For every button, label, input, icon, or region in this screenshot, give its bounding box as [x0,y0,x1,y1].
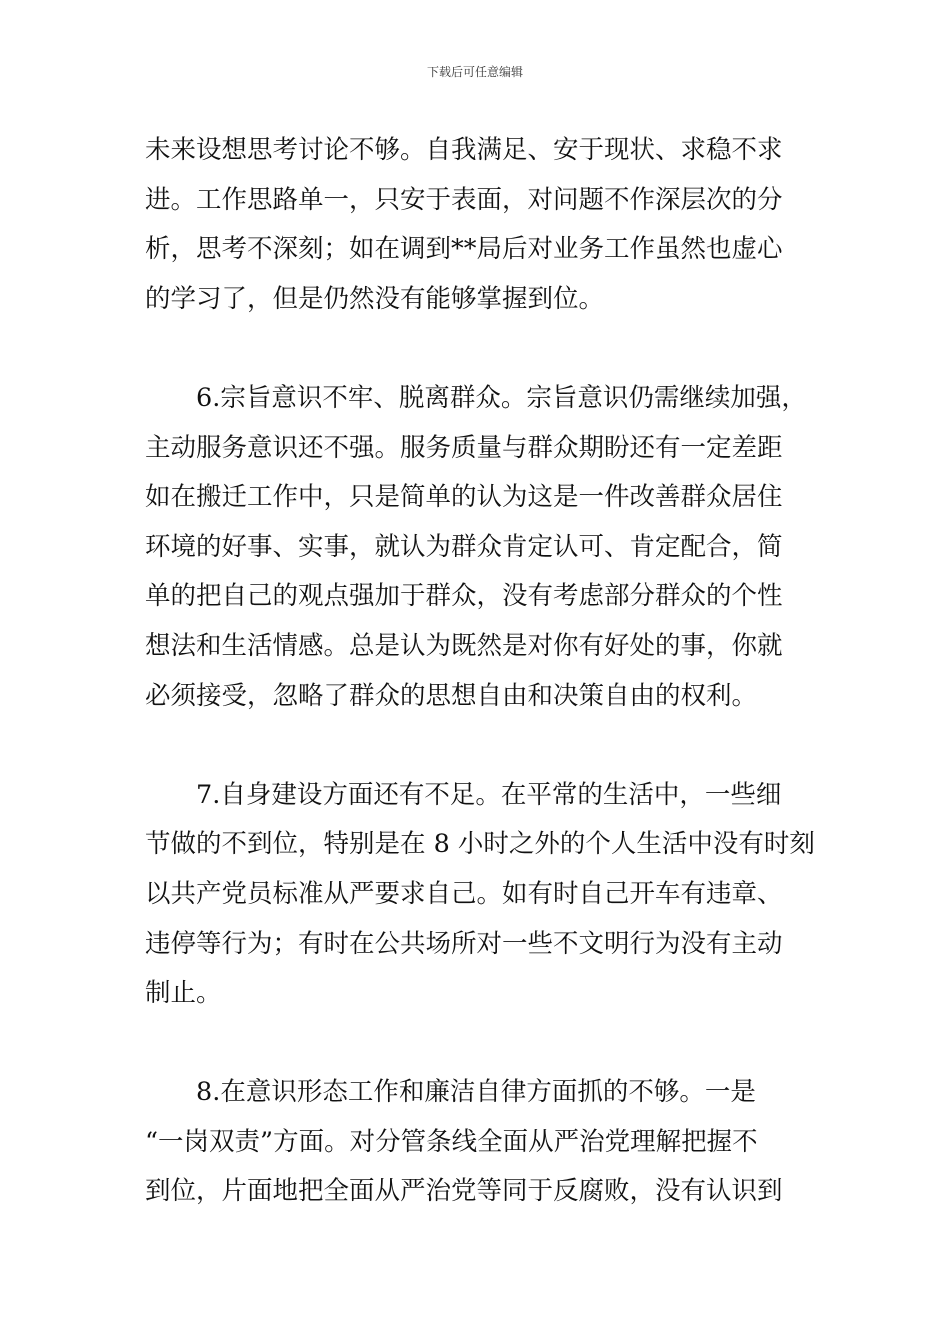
text-line: 析，思考不深刻；如在调到**局后对业务工作虽然也虚心 [145,234,783,265]
paragraph-gap [145,324,815,374]
text-line: 的学习了，但是仍然没有能够掌握到位。 [145,283,605,314]
text-line: 单的把自己的观点强加于群众，没有考虑部分群众的个性 [145,581,783,612]
paragraph-gap [145,1019,815,1069]
text-line: 如在搬迁工作中，只是简单的认为这是一件改善群众居住 [145,482,783,513]
document-body [145,126,815,1217]
text-line: 节做的不到位，特别是在 8 小时之外的个人生活中没有时刻 [145,829,815,860]
text-line: 制止。 [145,978,222,1009]
paragraph-item-6 [145,374,815,721]
text-line: 违停等行为；有时在公共场所对一些不文明行为没有主动 [145,928,783,959]
text-line: 主动服务意识还不强。服务质量与群众期盼还有一定差距 [145,432,783,463]
text-line: 必须接受，忽略了群众的思想自由和决策自由的权利。 [145,680,758,711]
text-line: 6.宗旨意识不牢、脱离群众。宗旨意识仍需继续加强， [196,382,807,413]
text-line: 环境的好事、实事，就认为群众肯定认可、肯定配合，简 [145,531,783,562]
text-line: “一岗双责”方面。对分管条线全面从严治党理解把握不 [145,1126,758,1157]
text-line: 未来设想思考讨论不够。自我满足、安于现状、求稳不求 [145,135,783,165]
text-line: 想法和生活情感。总是认为既然是对你有好处的事，你就 [145,630,783,661]
text-line: 以共产党员标准从严要求自己。如有时自己开车有违章、 [145,878,783,909]
text-line: 8.在意识形态工作和廉洁自律方面抓的不够。一是 [196,1077,756,1108]
paragraph-gap [145,721,815,771]
paragraph-continuation [145,126,815,324]
text-line: 7.自身建设方面还有不足。在平常的生活中，一些细 [196,779,782,810]
text-line: 到位，片面地把全面从严治党等同于反腐败，没有认识到 [145,1176,783,1207]
page-header: 下载后可任意编辑 [426,65,523,79]
paragraph-item-8 [145,1068,815,1217]
paragraph-item-7 [145,771,815,1019]
text-line: 进。工作思路单一，只安于表面，对问题不作深层次的分 [145,184,783,215]
